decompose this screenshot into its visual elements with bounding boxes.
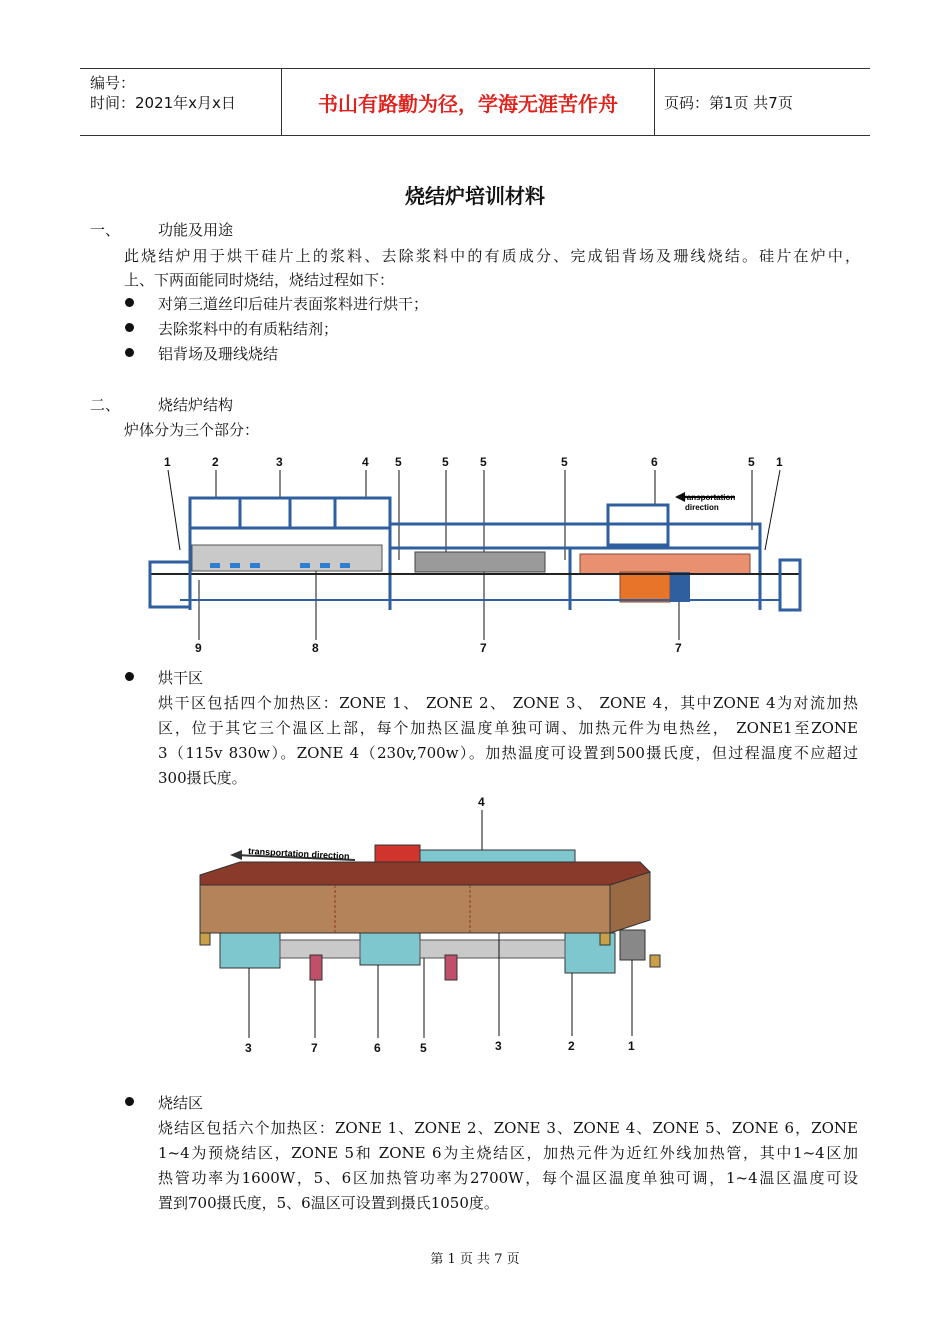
callout-label: 7: [311, 1041, 318, 1055]
transportation-direction-text: transportation direction: [247, 846, 350, 862]
callout-label: 2: [212, 455, 219, 469]
section1-paragraph-line1: 此烧结炉用于烘干硅片上的浆料、去除浆料中的有质成分、完成铝背场及珊线烧结。硅片在炉中，: [124, 247, 860, 265]
serial-label: 编号：: [90, 74, 136, 92]
callout-label: 1: [628, 1039, 635, 1053]
callout-label: 9: [195, 641, 202, 655]
sinter-zone-line1: 烧结区包括六个加热区：ZONE 1、ZONE 2、ZONE 3、ZONE 4、ZONE 5、ZONE 6，ZONE: [158, 1119, 858, 1137]
dry-zone-line3: 3（115v 830w）。ZONE 4（230v,700w）。加热温度可设置到500摄氏度，但过程温度不应超过: [158, 744, 858, 762]
section1-heading: 功能及用途: [158, 221, 234, 239]
bullet-icon: [125, 1097, 134, 1106]
callout-label: 3: [495, 1039, 502, 1053]
header-meta: [80, 69, 282, 135]
callout-label: 5: [420, 1041, 427, 1055]
bullet-item-1: 对第三道丝印后硅片表面浆料进行烘干；: [158, 295, 429, 313]
callout-label: 6: [651, 455, 658, 469]
callout-label: 5: [480, 455, 487, 469]
callout-label: 8: [312, 641, 319, 655]
dry-zone-line2: 区，位于其它三个温区上部，每个加热区温度单独可调、加热元件为电热丝， ZONE1至ZONE: [158, 719, 858, 737]
page-header: [80, 68, 870, 136]
callout-label: 4: [478, 795, 485, 809]
bullet-icon: [125, 298, 134, 307]
dry-zone-name: 烘干区: [158, 669, 204, 687]
bullet-icon: [125, 672, 134, 681]
callout-label: 2: [568, 1039, 575, 1053]
header-page-info: 页码：第1页 共7页: [664, 93, 793, 112]
section2-intro: 炉体分为三个部分：: [124, 421, 260, 439]
bullet-icon: [125, 348, 134, 357]
header-motto: 书山有路勤为径，学海无涯苦作舟: [282, 69, 655, 135]
drying-zone-diagram: [180, 790, 670, 1060]
callout-label: 5: [561, 455, 568, 469]
sinter-zone-line4: 置到700摄氏度，5、6温区可设置到摄氏1050度。: [158, 1194, 499, 1212]
sinter-zone-name: 烧结区: [158, 1094, 204, 1112]
furnace-overview-diagram: [140, 450, 810, 660]
callout-label: 3: [245, 1041, 252, 1055]
dry-zone-line1: 烘干区包括四个加热区：ZONE 1、 ZONE 2、 ZONE 3、 ZONE 4，其中ZONE 4为对流加热: [158, 694, 858, 712]
section1-number: 一、: [90, 221, 121, 239]
dry-zone-line4: 300摄氏度。: [158, 769, 247, 787]
bullet-icon: [125, 323, 134, 332]
date-line: 时间：2021年x月x日: [90, 94, 236, 112]
section2-number: 二、: [90, 396, 121, 414]
callout-label: 5: [395, 455, 402, 469]
bullet-item-2: 去除浆料中的有质粘结剂；: [158, 320, 339, 338]
callout-label: 5: [748, 455, 755, 469]
transportation-text: transportation: [681, 493, 736, 502]
callout-label: 5: [442, 455, 449, 469]
callout-label: 1: [164, 455, 171, 469]
callout-label: 1: [776, 455, 783, 469]
sinter-zone-line2: 1~4为预烧结区，ZONE 5和 ZONE 6为主烧结区，加热元件为近红外线加热管，其中1~4区加: [158, 1144, 858, 1162]
document-title: 烧结炉培训材料: [405, 184, 545, 208]
callout-label: 7: [675, 641, 682, 655]
sinter-zone-line3: 热管功率为1600W，5、6区加热管功率为2700W，每个温区温度单独可调，1~4温区温度可设: [158, 1169, 858, 1187]
bullet-item-3: 铝背场及珊线烧结: [158, 345, 279, 363]
page-footer: 第 1 页 共 7 页: [430, 1252, 520, 1267]
callout-label: 3: [276, 455, 283, 469]
callout-label: 7: [480, 641, 487, 655]
direction-text: direction: [685, 503, 719, 512]
section2-heading: 烧结炉结构: [158, 396, 234, 414]
callout-label: 6: [374, 1041, 381, 1055]
section1-paragraph-line2: 上、下两面能同时烧结，烧结过程如下：: [124, 271, 395, 289]
callout-label: 4: [362, 455, 369, 469]
